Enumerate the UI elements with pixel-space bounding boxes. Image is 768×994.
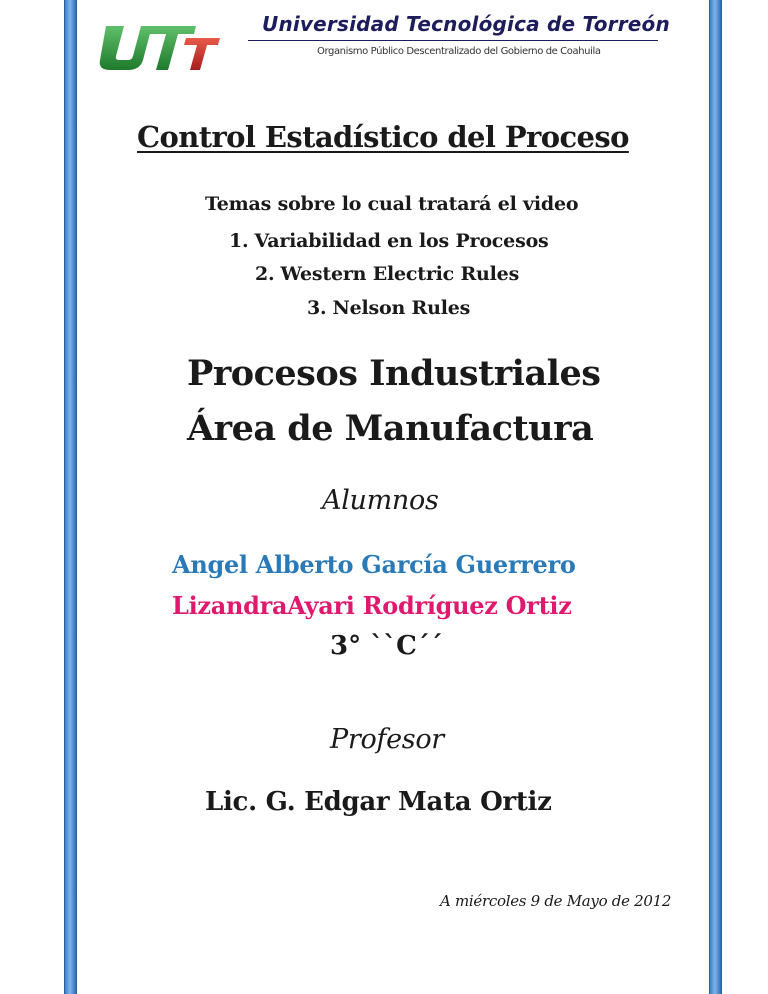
group-label: 3° ``C´´: [330, 631, 443, 661]
header-divider: [248, 40, 658, 41]
program-title: Procesos Industriales: [187, 353, 601, 394]
student-name: Angel Alberto García Guerrero: [172, 550, 576, 579]
right-decorative-bar: [709, 0, 722, 994]
area-title: Área de Manufactura: [187, 408, 594, 449]
topic-number: 1.: [229, 230, 249, 252]
topic-label: Western Electric Rules: [280, 263, 520, 285]
organism-subtitle: Organismo Público Descentralizado del Gobierno de Coahuila: [317, 46, 601, 57]
utt-logo: [92, 22, 222, 74]
topic-label: Nelson Rules: [332, 297, 471, 319]
topic-label: Variabilidad en los Procesos: [254, 230, 549, 252]
topic-item: [307, 297, 470, 319]
document-date: A miércoles 9 de Mayo de 2012: [440, 892, 672, 910]
topic-number: 3.: [307, 297, 327, 319]
student-name: LizandraAyari Rodríguez Ortiz: [172, 591, 572, 620]
university-name: Universidad Tecnológica de Torreón: [262, 12, 670, 36]
topic-item: [229, 230, 549, 252]
topic-number: 2.: [255, 263, 275, 285]
students-heading: Alumnos: [322, 485, 439, 516]
professor-heading: Profesor: [330, 724, 444, 755]
professor-name: Lic. G. Edgar Mata Ortiz: [205, 787, 552, 817]
left-decorative-bar: [64, 0, 77, 994]
document-title: Control Estadístico del Proceso: [137, 120, 629, 154]
topic-item: [255, 263, 519, 285]
topics-heading: Temas sobre lo cual tratará el video: [205, 193, 579, 215]
